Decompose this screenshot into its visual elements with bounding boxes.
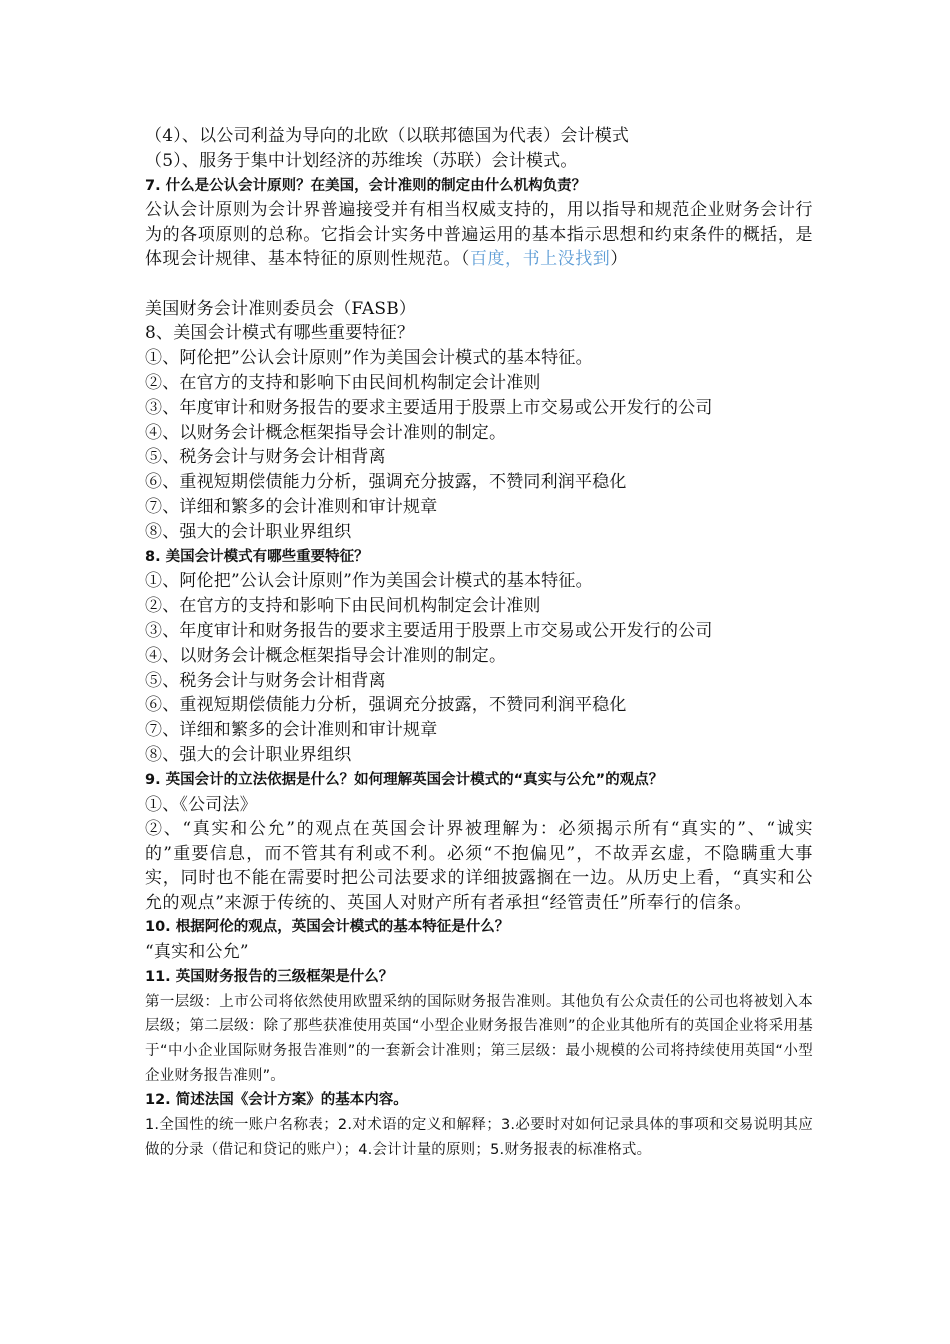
- q8b-item: ④、以财务会计概念框架指导会计准则的制定。: [145, 645, 507, 666]
- q8a-item: ③、年度审计和财务报告的要求主要适用于股票上市交易或公开发行的公司: [145, 397, 713, 418]
- q11-answer: 第一层级：上市公司将依然使用欧盟采纳的国际财务报告准则。其他负有公众责任的公司也将被划入本层级；第二层级：除了那些获准使用英国“小型企业财务报告准则”的企业其他所有的英国企业将采用基于“中小企业国际财务报告准则”的一套新会计准则；第三层级：最小规模的公司将持续使用英国“小型企业财务报告准则”。: [145, 993, 813, 1084]
- blank-line: [145, 272, 813, 297]
- q7-heading: 7. 什么是公认会计原则？在美国，会计准则的制定由什么机构负责？: [145, 177, 587, 194]
- q9-item-2: ②、“真实和公允”的观点在英国会计界被理解为：必须揭示所有“真实的”、“诚实的”重要信息，而不管其有利或不利。必须“不抱偏见”，不故弄玄虚，不隐瞒重大事实，同时也不能在需要时把公司法要求的详细披露搁在一边。从历史上看，“真实和公允的观点”来源于传统的、英国人对财产所有者承担“经管责任”所奉行的信条。: [145, 819, 813, 913]
- q9-heading: 9. 英国会计的立法依据是什么？如何理解英国会计模式的“真实与公允”的观点？: [145, 771, 664, 788]
- q12-heading: 12. 简述法国《会计方案》的基本内容。: [145, 1092, 408, 1109]
- q8a-heading: 8、美国会计模式有哪些重要特征？: [145, 323, 415, 344]
- q8b-item: ⑥、重视短期偿债能力分析，强调充分披露，不赞同利润平稳化: [145, 695, 627, 716]
- q7-body: 美国财务会计准则委员会（FASB）: [145, 298, 417, 319]
- q10-answer: “真实和公允”: [145, 942, 249, 963]
- q12-answer: 1.全国性的统一账户名称表；2.对术语的定义和解释；3.必要时对如何记录具体的事项和交易说明其应做的分录（借记和贷记的账户）；4.会计计量的原则；5.财务报表的标准格式。: [145, 1116, 813, 1158]
- q8b-item: ③、年度审计和财务报告的要求主要适用于股票上市交易或公开发行的公司: [145, 621, 713, 642]
- q9-item-1: ①、《公司法》: [145, 794, 257, 815]
- q8b-item: ①、阿伦把”公认会计原则”作为美国会计模式的基本特征。: [145, 571, 593, 592]
- q8a-item: ⑥、重视短期偿债能力分析，强调充分披露，不赞同利润平稳化: [145, 472, 627, 493]
- q7-answer: [145, 198, 813, 272]
- q8a-item: ⑧、强大的会计职业界组织: [145, 521, 352, 542]
- q8a-item: ⑦、详细和繁多的会计准则和审计规章: [145, 497, 438, 518]
- q7-source-note: 百度，书上没找到: [469, 249, 611, 270]
- q8b-item: ②、在官方的支持和影响下由民间机构制定会计准则: [145, 596, 541, 617]
- q8a-item: ①、阿伦把”公认会计原则”作为美国会计模式的基本特征。: [145, 348, 593, 369]
- q8b-item: ⑦、详细和繁多的会计准则和审计规章: [145, 720, 438, 741]
- q8b-heading: 8. 美国会计模式有哪些重要特征？: [145, 548, 369, 565]
- document-page: [145, 124, 813, 1162]
- intro-line-4: （4）、以公司利益为导向的北欧（以联邦德国为代表）会计模式: [145, 126, 630, 146]
- q8a-item: ④、以财务会计概念框架指导会计准则的制定。: [145, 422, 507, 443]
- q8a-item: ⑤、税务会计与财务会计相背离: [145, 447, 386, 468]
- q8a-item: ②、在官方的支持和影响下由民间机构制定会计准则: [145, 373, 541, 394]
- q8b-item: ⑤、税务会计与财务会计相背离: [145, 670, 386, 691]
- intro-line-5: （5）、服务于集中计划经济的苏维埃（苏联）会计模式。: [145, 150, 578, 171]
- q8b-item: ⑧、强大的会计职业界组织: [145, 745, 352, 766]
- q7-answer-text: 公认会计原则为会计界普遍接受并有相当权威支持的，用以指导和规范企业财务会计行为的各项原则的总称。它指会计实务中普遍运用的基本指示思想和约束条件的概括，是体现会计规律、基本特征的原则性规范。（: [145, 200, 813, 270]
- q10-heading: 10. 根据阿伦的观点，英国会计模式的基本特征是什么？: [145, 919, 510, 936]
- q7-answer-close: ）: [610, 249, 628, 270]
- q11-heading: 11. 英国财务报告的三级框架是什么？: [145, 969, 394, 986]
